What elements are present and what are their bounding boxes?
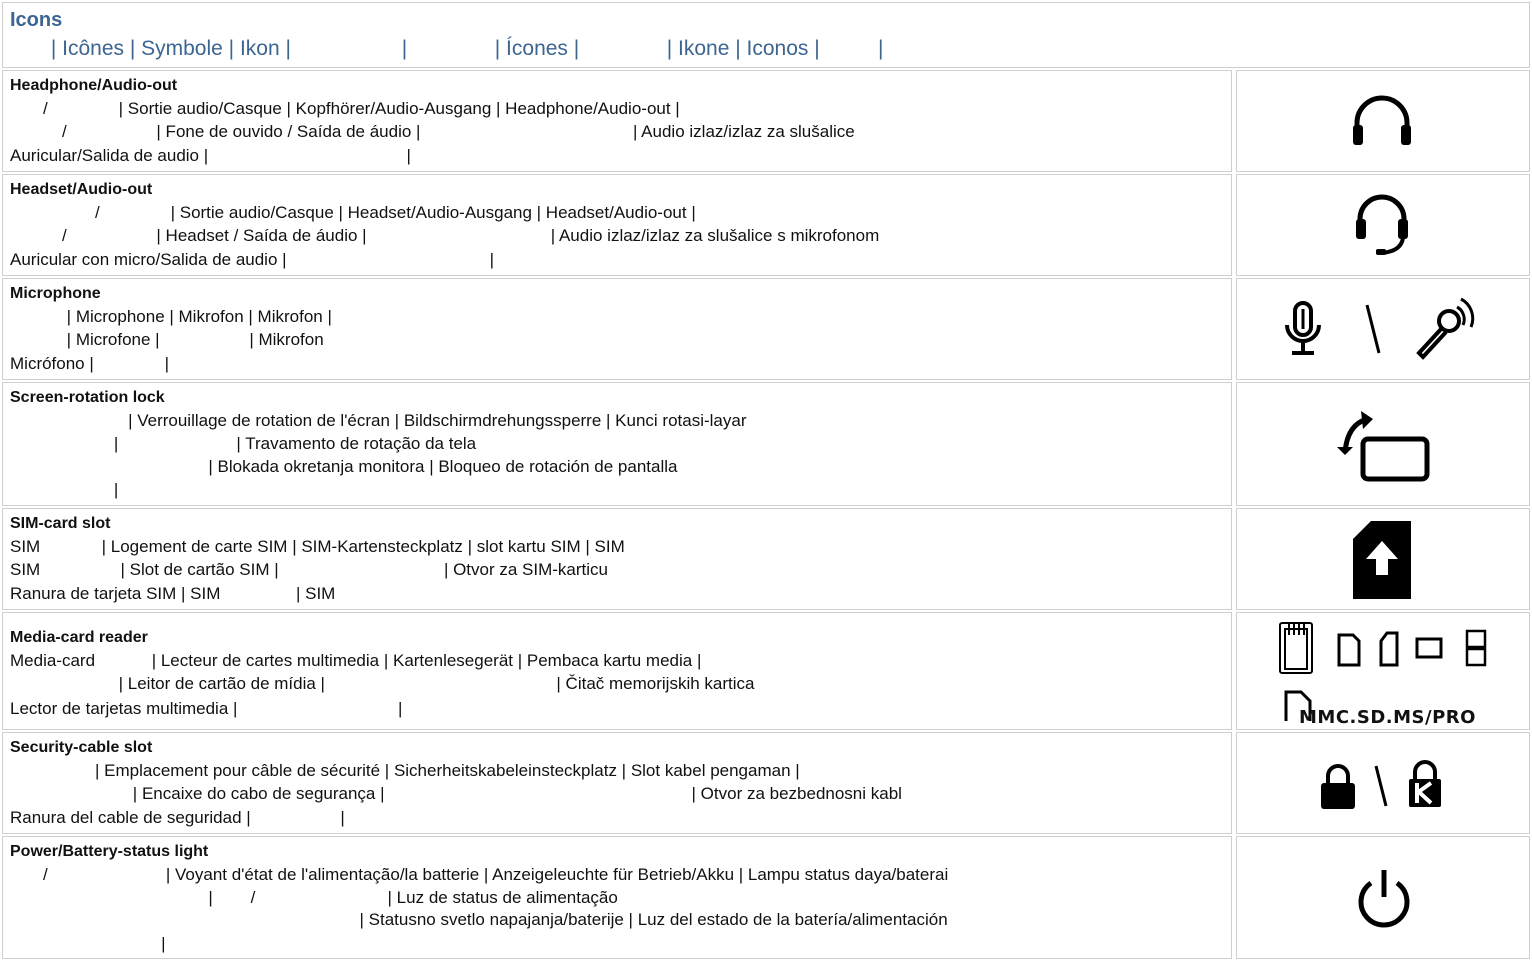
row-text-cell	[2, 70, 1232, 172]
row-line: / | Voyant d'état de l'alimentação/la batterie | Anzeigeleuchte für Betrieb/Akku | Lampu status daya/baterai	[10, 865, 949, 884]
row-line: | / | Luz de status de alimentação	[10, 888, 618, 907]
row-line: Ranura de tarjeta SIM | SIM | SIM	[10, 584, 336, 603]
row-title: Headphone/Audio-out	[10, 77, 178, 94]
sim-card-icon	[1351, 519, 1413, 601]
lock-icon	[1319, 763, 1357, 811]
row-icon-cell	[1236, 612, 1530, 730]
row-title: SIM-card slot	[10, 515, 111, 532]
row-line: Auricular con micro/Salida de audio | |	[10, 250, 495, 269]
table-header	[2, 2, 1530, 68]
row-line: / | Fone de ouvido / Saída de áudio | | Audio izlaz/izlaz za slušalice	[10, 122, 855, 141]
row-icon-cell	[1236, 70, 1530, 172]
row-line: | Leitor de cartão de mídia | | Čitač memorijskih kartica	[10, 674, 755, 693]
row-title: Screen-rotation lock	[10, 389, 165, 406]
row-line: Lector de tarjetas multimedia | |	[10, 699, 403, 718]
row-line: / | Sortie audio/Casque | Headset/Audio-Ausgang | Headset/Audio-out |	[10, 203, 696, 222]
page-title: Icons	[10, 9, 63, 31]
row-title: Power/Battery-status light	[10, 843, 209, 860]
row-icon-cell	[1236, 174, 1530, 276]
microphone-icon	[1283, 299, 1323, 359]
row-line: | Blokada okretanja monitora | Bloqueo de rotación de pantalla	[10, 457, 678, 476]
table-row-microphone	[2, 278, 1530, 380]
wireless-microphone-icon	[1411, 295, 1477, 361]
row-text-cell	[2, 382, 1232, 506]
table-row-media-card-reader	[2, 612, 1530, 730]
row-line: | | Travamento de rotação da tela	[10, 434, 477, 453]
row-line: | Encaixe do cabo de segurança | | Otvor za bezbednosni kabl	[10, 784, 902, 803]
row-line: |	[10, 480, 119, 499]
row-line: | Verrouillage de rotation de l'écran | Bildschirmdrehungssperre | Kunci rotasi-layar	[10, 411, 747, 430]
row-text-cell	[2, 174, 1232, 276]
row-text-cell	[2, 732, 1232, 834]
language-list: | Icônes | Symbole | Ikon | | | Ícones | | Ikone | Iconos | |	[10, 37, 884, 60]
separator-icon	[1363, 301, 1383, 357]
row-line: | Emplacement pour câble de sécurité | Sicherheitskabeleinsteckplatz | Slot kabel pengaman |	[10, 761, 800, 780]
row-line: | Microphone | Mikrofon | Mikrofon |	[10, 307, 332, 326]
row-icon-cell	[1236, 278, 1530, 380]
row-title: Security-cable slot	[10, 739, 153, 756]
row-line: |	[10, 934, 166, 953]
row-line: / | Sortie audio/Casque | Kopfhörer/Audio-Ausgang | Headphone/Audio-out |	[10, 99, 680, 118]
table-row-screen-rotation-lock	[2, 382, 1530, 506]
table-row-headphone	[2, 70, 1530, 172]
row-line: Micrófono | |	[10, 354, 170, 373]
row-icon-cell	[1236, 732, 1530, 834]
row-icon-cell	[1236, 508, 1530, 610]
headphone-icon	[1347, 93, 1417, 149]
row-line: Media-card | Lecteur de cartes multimedia | Kartenlesegerät | Pembaca kartu media |	[10, 651, 702, 670]
separator-icon	[1373, 763, 1389, 809]
screen-rotation-lock-icon	[1333, 409, 1433, 485]
kensington-lock-icon	[1407, 759, 1443, 809]
media-card-caption: MMC.SD.MS/PRO	[1299, 707, 1476, 728]
row-title: Microphone	[10, 285, 101, 302]
headset-icon	[1352, 191, 1412, 257]
media-card-icon	[1277, 619, 1491, 677]
icons-table	[2, 2, 1530, 959]
row-line: SIM | Slot de cartão SIM | | Otvor za SIM-karticu	[10, 560, 609, 579]
row-line: | Microfone | | Mikrofon	[10, 330, 324, 349]
row-line: Ranura del cable de seguridad | |	[10, 808, 345, 827]
row-line: SIM | Logement de carte SIM | SIM-Kartensteckplatz | slot kartu SIM | SIM	[10, 537, 625, 556]
table-row-security-cable-slot	[2, 732, 1530, 834]
row-text-cell	[2, 836, 1232, 959]
row-icon-cell	[1236, 836, 1530, 959]
row-title: Headset/Audio-out	[10, 181, 153, 198]
row-line: | Statusno svetlo napajanja/baterije | Luz del estado de la batería/alimentación	[10, 910, 948, 929]
row-title: Media-card reader	[10, 629, 148, 646]
power-icon	[1355, 867, 1413, 931]
row-line: / | Headset / Saída de áudio | | Audio izlaz/izlaz za slušalice s mikrofonom	[10, 226, 880, 245]
row-line: Auricular/Salida de audio | |	[10, 146, 411, 165]
row-text-cell	[2, 278, 1232, 380]
table-row-sim-card-slot	[2, 508, 1530, 610]
row-text-cell	[2, 508, 1232, 610]
table-row-headset	[2, 174, 1530, 276]
row-icon-cell	[1236, 382, 1530, 506]
table-row-power-status-light	[2, 836, 1530, 959]
row-text-cell	[2, 612, 1232, 730]
